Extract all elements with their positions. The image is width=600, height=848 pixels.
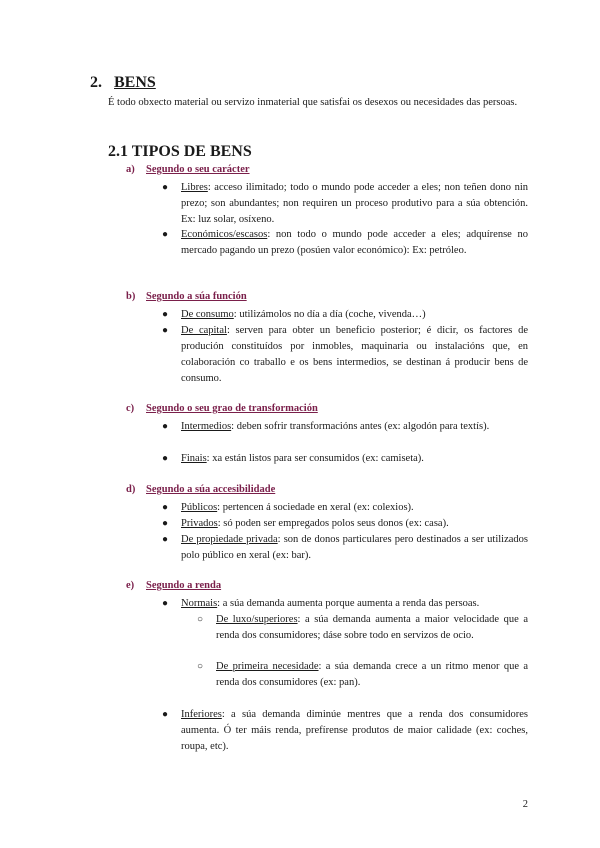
list-item [162, 227, 528, 259]
bullet-icon: ● [162, 518, 169, 529]
bullet-icon: ● [162, 325, 169, 336]
bullet-icon: ● [162, 182, 169, 193]
category-letter: b) [126, 291, 136, 302]
bullet-icon: ● [162, 229, 169, 240]
bullet-icon: ● [162, 421, 169, 432]
subsection-heading: 2.1 TIPOS DE BENS [108, 143, 252, 160]
list-item [162, 419, 528, 435]
page-number: 2 [522, 799, 528, 810]
bullet-icon: ● [162, 309, 169, 320]
item-text: : son de donos particulares pero destinados a ser utilizados polo público en xeral (ex: bar). [181, 534, 529, 561]
list-item [162, 323, 528, 387]
list-item [162, 180, 528, 228]
category-title: Segundo a renda [146, 580, 222, 591]
item-term: De consumo [181, 309, 234, 320]
list-item [162, 707, 528, 755]
category-title: Segundo a súa función [146, 291, 247, 302]
item-term: Normais [181, 598, 218, 609]
item-text: : xa están listos para ser consumidos (ex: camiseta). [206, 453, 424, 464]
item-term: Privados [181, 518, 218, 529]
list-item [162, 500, 528, 516]
item-text: : acceso ilimitado; todo o mundo pode acceder a eles; non teñen dono nin prezo; son abundantes; non requiren un proceso produtivo para a súa obtención. Ex: luz solar, osíxeno. [181, 182, 528, 225]
list-item [162, 596, 528, 612]
list-item [162, 532, 528, 564]
bullet-icon: ● [162, 534, 169, 545]
category-title: Segundo a súa accesibilidade [146, 484, 276, 495]
item-term: De luxo/superiores [216, 614, 298, 625]
item-text: : serven para obter un beneficio posterior; é dicir, os factores de produción constituídos por inmobles, maquinaria ou instalacións que, en colaboración co traballo e os bens intermedios, se destinan á producir bens de consumo. [181, 325, 528, 384]
circle-bullet-icon: ○ [197, 614, 204, 625]
bullet-icon: ● [162, 598, 169, 609]
category-heading-e [126, 580, 221, 591]
list-item [162, 451, 528, 467]
item-term: De capital [181, 325, 227, 336]
item-text: : deben sofrir transformacións antes (ex: algodón para textís). [231, 421, 490, 432]
intro-paragraph: É todo obxecto material ou servizo inmaterial que satisfai os desexos ou necesidades das persoas. [108, 97, 518, 108]
section-title: BENS [114, 74, 156, 91]
bullet-icon: ● [162, 502, 169, 513]
sub-list-item [197, 659, 528, 691]
category-heading-d [126, 484, 275, 495]
circle-bullet-icon: ○ [197, 661, 204, 672]
category-letter: e) [126, 580, 135, 591]
bullet-icon: ● [162, 709, 169, 720]
item-text: : a súa demanda aumenta porque aumenta a renda das persoas. [217, 598, 480, 609]
item-text: : a súa demanda diminúe mentres que a renda dos consumidores aumenta. Ó ter máis renda, prefírense produtos de maior calidade (ex: coches, roupa, etc). [181, 709, 528, 752]
category-heading-b [126, 291, 247, 302]
category-title: Segundo o seu grao de transformación [146, 403, 318, 414]
category-letter: c) [126, 403, 135, 414]
category-title: Segundo o seu carácter [146, 164, 250, 175]
category-letter: d) [126, 484, 136, 495]
item-text: : a súa demanda crece a un ritmo menor que a renda dos consumidores (ex: pan). [216, 661, 528, 688]
category-letter: a) [126, 164, 135, 175]
item-text: : utilizámolos no día a día (coche, vivenda…) [233, 309, 426, 320]
item-term: Económicos/escasos [181, 229, 268, 240]
list-item [162, 307, 528, 323]
category-heading-c [126, 403, 318, 414]
item-text: : a súa demanda aumenta a maior velocidade que a renda dos consumidores; dáse sobre todo en servizos de ocio. [216, 614, 528, 641]
item-term: Libres [181, 182, 208, 193]
category-heading-a [126, 164, 250, 175]
section-heading [90, 74, 156, 92]
item-term: Finais [181, 453, 207, 464]
item-term: De primeira necesidade [216, 661, 319, 672]
section-number: 2. [90, 74, 102, 91]
item-term: Públicos [181, 502, 218, 513]
bullet-icon: ● [162, 453, 169, 464]
item-text: : non todo o mundo pode acceder a eles; adquírense no mercado pagando un prezo (posúen valor económico): Ex: petróleo. [181, 229, 528, 256]
item-term: Intermedios [181, 421, 232, 432]
item-text: : só poden ser empregados polos seus donos (ex: casa). [217, 518, 449, 529]
sub-list-item [197, 612, 528, 644]
list-item [162, 516, 528, 532]
item-term: Inferiores [181, 709, 222, 720]
item-term: De propiedade privada [181, 534, 278, 545]
item-text: : pertencen á sociedade en xeral (ex: colexios). [217, 502, 414, 513]
